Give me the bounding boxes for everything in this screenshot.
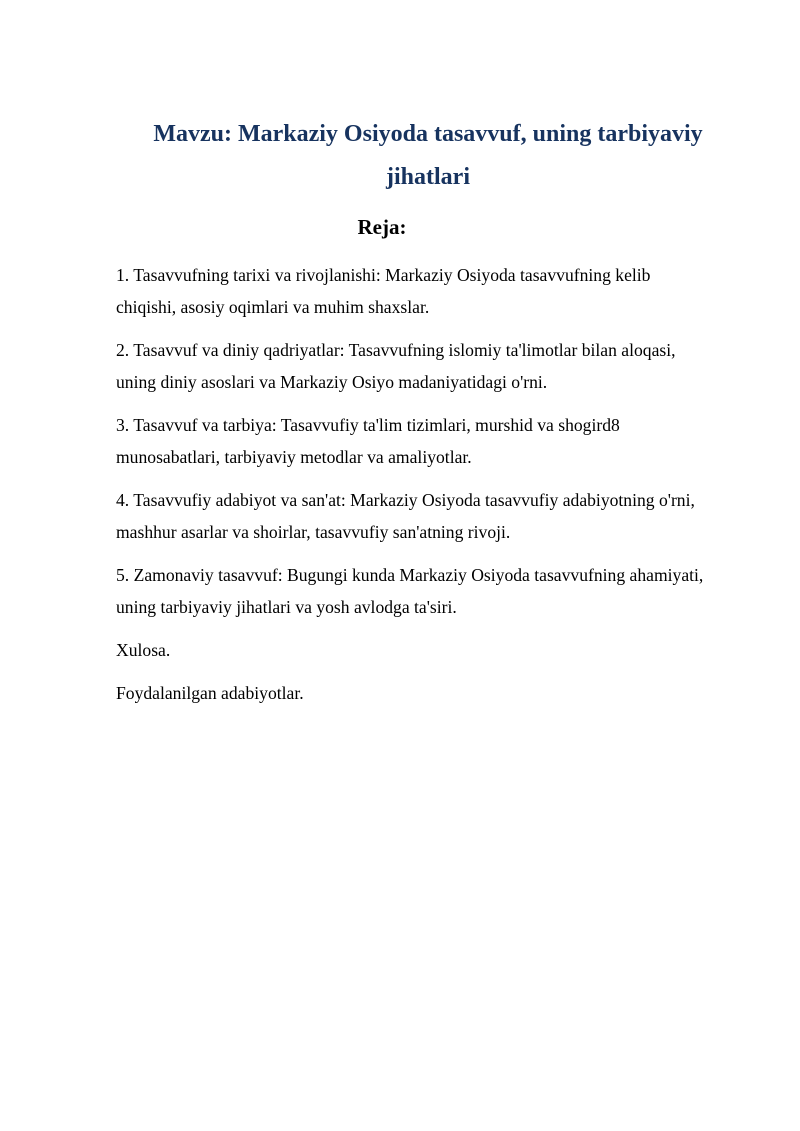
plan-item-3-line-1: 3. Tasavvuf va tarbiya: Tasavvufiy ta'lim tizimlari, murshid va shogird8 <box>116 415 620 435</box>
plan-item-4-line-2: mashhur asarlar va shoirlar, tasavvufiy san'atning rivoji. <box>116 522 511 542</box>
plan-item-5 <box>116 559 756 623</box>
references-item: Foydalanilgan adabiyotlar. <box>116 683 304 703</box>
conclusion-item: Xulosa. <box>116 640 171 660</box>
title-line-1: Mavzu: Markaziy Osiyoda tasavvuf, uning tarbiyaviy <box>153 121 703 147</box>
plan-item-5-line-2: uning tarbiyaviy jihatlari va yosh avlodga ta'siri. <box>116 597 457 617</box>
plan-item-4 <box>116 484 756 548</box>
plan-item-3 <box>116 409 756 473</box>
plan-item-3-line-2: munosabatlari, tarbiyaviy metodlar va amaliyotlar. <box>116 447 472 467</box>
title-line-2: jihatlari <box>386 164 470 190</box>
plan-item-5-line-1: 5. Zamonaviy tasavvuf: Bugungi kunda Markaziy Osiyoda tasavvufning ahamiyati, <box>116 565 704 585</box>
plan-item-2 <box>116 334 756 398</box>
plan-heading: Reja: <box>357 215 407 239</box>
plan-item-2-line-2: uning diniy asoslari va Markaziy Osiyo madaniyatidagi o'rni. <box>116 372 548 392</box>
plan-item-4-line-1: 4. Tasavvufiy adabiyot va san'at: Markaziy Osiyoda tasavvufiy adabiyotning o'rni, <box>116 490 695 510</box>
plan-item-1-line-1: 1. Tasavvufning tarixi va rivojlanishi: Markaziy Osiyoda tasavvufning kelib <box>116 265 651 285</box>
document-body <box>116 259 756 720</box>
plan-item-1-line-2: chiqishi, asosiy oqimlari va muhim shaxslar. <box>116 297 430 317</box>
plan-item-2-line-1: 2. Tasavvuf va diniy qadriyatlar: Tasavvufning islomiy ta'limotlar bilan aloqasi, <box>116 340 676 360</box>
document-title <box>128 113 728 199</box>
plan-item-1 <box>116 259 756 323</box>
